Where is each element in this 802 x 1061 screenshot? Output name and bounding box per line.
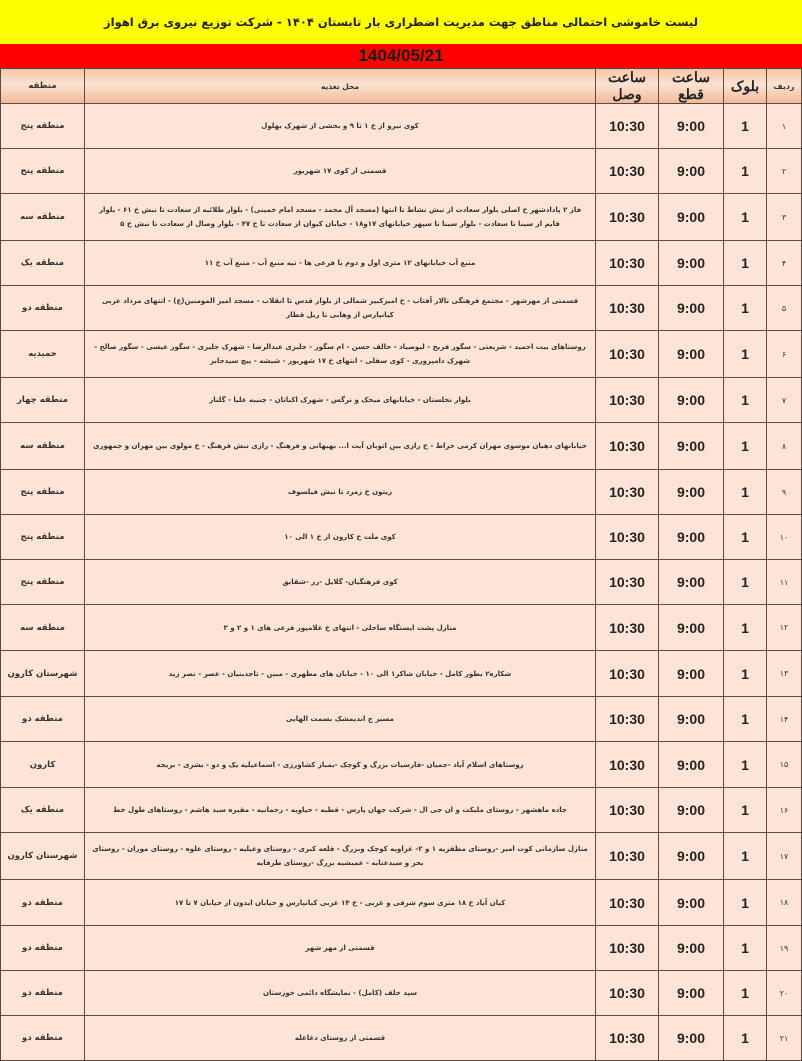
location-cell: قسمتی از روستای دغاغله (85, 1016, 596, 1061)
location-cell: قسمتی از مهر شهر (85, 926, 596, 971)
table-row (1, 423, 802, 470)
block-cell: 1 (724, 515, 767, 560)
table-row (1, 560, 802, 605)
area-cell: منطقه سه (1, 194, 85, 241)
row-number: ۱۷ (767, 833, 802, 880)
block-cell: 1 (724, 926, 767, 971)
location-cell: خیابانهای دهبان موسوی مهران کرمی خراط - خ رازی بین اتوبان آیت ا... بهبهانی و فرهنگ - رازی نبش فرهنگ - خ مولوی بین مهران و جمهوری (85, 423, 596, 470)
cut-time-cell: 9:00 (659, 1016, 724, 1061)
block-cell: 1 (724, 788, 767, 833)
row-number: ۷ (767, 378, 802, 423)
connect-time-cell: 10:30 (596, 605, 659, 651)
location-cell: کیان آباد خ ۱۸ متری سوم شرقی و غربی - خ ۱۴ غربی کیانپارس و خیابان ایدون از خیابان ۷ تا ۱۷ (85, 880, 596, 926)
connect-time-cell: 10:30 (596, 742, 659, 788)
connect-time-cell: 10:30 (596, 833, 659, 880)
table-row (1, 742, 802, 788)
table-row (1, 378, 802, 423)
connect-time-cell: 10:30 (596, 104, 659, 149)
location-cell: فاز ۲ پادادشهر خ اصلی بلوار سعادت از نبش نشاط تا انتها (مسجد آل محمد - مسجد امام خمینی) - بلوار طلائیه از سعادت تا نبش خ ۶۱ - بلوار قایم از سینا تا سعادت - بلوار سینا تا سپهر خیابانهای ۱۷و۱۸ - خیابان کیوان از سعادت تا خ ۴۷ - بلوار وصال از سعادت تا نبش خ ۵ (85, 194, 596, 241)
connect-time-cell: 10:30 (596, 149, 659, 194)
row-number: ۱ (767, 104, 802, 149)
area-cell: منطقه پنج (1, 149, 85, 194)
row-number: ۲ (767, 149, 802, 194)
block-cell: 1 (724, 470, 767, 515)
row-number: ۱۵ (767, 742, 802, 788)
outage-table (0, 68, 802, 1061)
cut-time-cell: 9:00 (659, 880, 724, 926)
table-row (1, 605, 802, 651)
location-cell: شکاره۲ بطور کامل - خیابان شاکر۱ الی ۱۰ - خیابان های مطهری - مبین - تاجدینیان - عصر - نصر زید (85, 651, 596, 697)
cut-time-cell: 9:00 (659, 515, 724, 560)
block-cell: 1 (724, 560, 767, 605)
cut-time-cell: 9:00 (659, 605, 724, 651)
schedule-date: 1404/05/21 (0, 44, 802, 68)
header-block: بلوک (724, 69, 767, 104)
table-row (1, 515, 802, 560)
row-number: ۱۲ (767, 605, 802, 651)
table-row (1, 104, 802, 149)
area-cell: منطقه سه (1, 423, 85, 470)
location-cell: منازل سازمانی کوت امیر -روستای مظفریه ۱ و ۲- غزاویه کوچک وبزرگ - قلعه کبری - روستای وعیلیه - روستای علوه - روستای موران - روستای بحر و سیدعنایه - عمیشیه بزرگ -روستای طرفایه (85, 833, 596, 880)
area-cell: منطقه پنج (1, 515, 85, 560)
block-cell: 1 (724, 651, 767, 697)
connect-time-cell: 10:30 (596, 1016, 659, 1061)
row-number: ۱۴ (767, 697, 802, 742)
location-cell: قسمتی از کوی ۱۷ شهریور (85, 149, 596, 194)
connect-time-cell: 10:30 (596, 470, 659, 515)
cut-time-cell: 9:00 (659, 742, 724, 788)
cut-time-cell: 9:00 (659, 788, 724, 833)
cut-time-cell: 9:00 (659, 378, 724, 423)
area-cell: منطقه دو (1, 286, 85, 331)
header-connect-time: ساعت وصل (596, 69, 659, 104)
block-cell: 1 (724, 833, 767, 880)
location-cell: زیتون خ زمرد تا نبش فیلسوف (85, 470, 596, 515)
connect-time-cell: 10:30 (596, 880, 659, 926)
table-row (1, 833, 802, 880)
location-cell: بلوار نخلستان - خیابانهای میخک و نرگس - شهرک اکباتان - چنیبه علیا - گلناز (85, 378, 596, 423)
block-cell: 1 (724, 194, 767, 241)
header-area: منطقه (1, 69, 85, 104)
connect-time-cell: 10:30 (596, 697, 659, 742)
table-row (1, 331, 802, 378)
cut-time-cell: 9:00 (659, 926, 724, 971)
table-row (1, 470, 802, 515)
row-number: ۱۹ (767, 926, 802, 971)
connect-time-cell: 10:30 (596, 515, 659, 560)
table-row (1, 1016, 802, 1061)
location-cell: سید خلف (کامل) - نمایشگاه دائمی خوزستان (85, 971, 596, 1016)
cut-time-cell: 9:00 (659, 194, 724, 241)
header-location: محل تغذیه (85, 69, 596, 104)
connect-time-cell: 10:30 (596, 194, 659, 241)
row-number: ۱۱ (767, 560, 802, 605)
location-cell: کوی فرهنگیان- گلایل -رز -شقایق (85, 560, 596, 605)
area-cell: منطقه پنج (1, 104, 85, 149)
cut-time-cell: 9:00 (659, 971, 724, 1016)
block-cell: 1 (724, 286, 767, 331)
block-cell: 1 (724, 1016, 767, 1061)
location-cell: منازل پشت ایستگاه ساحلی - انتهای خ غلامپور فرعی های ۱ و ۲ و ۳ (85, 605, 596, 651)
area-cell: منطقه پنج (1, 470, 85, 515)
area-cell: شهرستان کارون (1, 651, 85, 697)
connect-time-cell: 10:30 (596, 241, 659, 286)
block-cell: 1 (724, 241, 767, 286)
table-row (1, 149, 802, 194)
area-cell: منطقه چهار (1, 378, 85, 423)
cut-time-cell: 9:00 (659, 104, 724, 149)
row-number: ۲۱ (767, 1016, 802, 1061)
area-cell: منطقه سه (1, 605, 85, 651)
block-cell: 1 (724, 378, 767, 423)
page-title: لیست خاموشی احتمالی مناطق جهت مدیریت اضطراری بار تابستان ۱۴۰۴ - شرکت توزیع نیروی برق اهواز (0, 0, 802, 45)
header-cut-time: ساعت قطع (659, 69, 724, 104)
connect-time-cell: 10:30 (596, 560, 659, 605)
table-row (1, 880, 802, 926)
cut-time-cell: 9:00 (659, 423, 724, 470)
area-cell: حمیدیه (1, 331, 85, 378)
block-cell: 1 (724, 423, 767, 470)
header-row-number: ردیف (767, 69, 802, 104)
connect-time-cell: 10:30 (596, 971, 659, 1016)
block-cell: 1 (724, 971, 767, 1016)
area-cell: منطقه یک (1, 241, 85, 286)
block-cell: 1 (724, 331, 767, 378)
row-number: ۱۳ (767, 651, 802, 697)
connect-time-cell: 10:30 (596, 788, 659, 833)
block-cell: 1 (724, 605, 767, 651)
connect-time-cell: 10:30 (596, 286, 659, 331)
location-cell: روستاهای اسلام آباد -جمیان -فارسیات بزرگ و کوچک -بمباز کشاورزی - اسماعیلیه یک و دو - بشری - بریجه (85, 742, 596, 788)
table-row (1, 194, 802, 241)
area-cell: منطقه دو (1, 926, 85, 971)
row-number: ۶ (767, 331, 802, 378)
block-cell: 1 (724, 742, 767, 788)
cut-time-cell: 9:00 (659, 560, 724, 605)
area-cell: منطقه دو (1, 880, 85, 926)
cut-time-cell: 9:00 (659, 833, 724, 880)
table-row (1, 788, 802, 833)
cut-time-cell: 9:00 (659, 286, 724, 331)
area-cell: کارون (1, 742, 85, 788)
cut-time-cell: 9:00 (659, 331, 724, 378)
row-number: ۴ (767, 241, 802, 286)
table-header-row (1, 69, 802, 104)
cut-time-cell: 9:00 (659, 651, 724, 697)
location-cell: مسیر ج اندیمشک بسمت الهایی (85, 697, 596, 742)
table-row (1, 926, 802, 971)
table-row (1, 651, 802, 697)
location-cell: روستاهای بیت احمید - شریعتی - سگور فریح - لیوصیاد - حالف حسن - ام سگور - جلیزی عبدالرضا - شهرک جلیزی - سگور عیسی - سگور صالح - شهرک دامپروری - کوی سفلی - انتهای خ ۱۷ شهریور - شیشه - پیچ سیدجابر (85, 331, 596, 378)
row-number: ۹ (767, 470, 802, 515)
block-cell: 1 (724, 104, 767, 149)
row-number: ۱۶ (767, 788, 802, 833)
cut-time-cell: 9:00 (659, 697, 724, 742)
connect-time-cell: 10:30 (596, 651, 659, 697)
area-cell: شهرستان کارون (1, 833, 85, 880)
table-row (1, 971, 802, 1016)
table-row (1, 286, 802, 331)
location-cell: منبع آب خیابانهای ۱۲ متری اول و دوم با فرعی ها - تپه منبع آب - منبع آب خ ۱۱ (85, 241, 596, 286)
block-cell: 1 (724, 149, 767, 194)
block-cell: 1 (724, 697, 767, 742)
location-cell: جاده ماهشهر - روستای ملیکت و ان جی ال - شرکت جهان پارس - قطبه - حیاویه - رحمانیه - مقبره سید هاشم - روستاهای طول خط (85, 788, 596, 833)
table-row (1, 697, 802, 742)
row-number: ۵ (767, 286, 802, 331)
connect-time-cell: 10:30 (596, 926, 659, 971)
table-row (1, 241, 802, 286)
row-number: ۳ (767, 194, 802, 241)
table-body (1, 104, 802, 1061)
cut-time-cell: 9:00 (659, 149, 724, 194)
connect-time-cell: 10:30 (596, 331, 659, 378)
cut-time-cell: 9:00 (659, 470, 724, 515)
cut-time-cell: 9:00 (659, 241, 724, 286)
connect-time-cell: 10:30 (596, 423, 659, 470)
area-cell: منطقه پنج (1, 560, 85, 605)
connect-time-cell: 10:30 (596, 378, 659, 423)
row-number: ۲۰ (767, 971, 802, 1016)
block-cell: 1 (724, 880, 767, 926)
location-cell: کوی ملت خ کارون از خ ۱ الی ۱۰ (85, 515, 596, 560)
area-cell: منطقه دو (1, 971, 85, 1016)
area-cell: منطقه دو (1, 697, 85, 742)
area-cell: منطقه یک (1, 788, 85, 833)
row-number: ۱۸ (767, 880, 802, 926)
location-cell: قسمتی از مهرشهر - مجتمع فرهنگی تالار آفتاب - خ امیرکبیر شمالی از بلوار قدس تا انقلاب - مسجد امیر المومنین(ع) - انتهای مرداد غربی کیانپارس از وهابی تا ریل قطار (85, 286, 596, 331)
location-cell: کوی نیرو از خ ۱ تا ۹ و بخشی از شهرک بهلول (85, 104, 596, 149)
area-cell: منطقه دو (1, 1016, 85, 1061)
row-number: ۱۰ (767, 515, 802, 560)
row-number: ۸ (767, 423, 802, 470)
